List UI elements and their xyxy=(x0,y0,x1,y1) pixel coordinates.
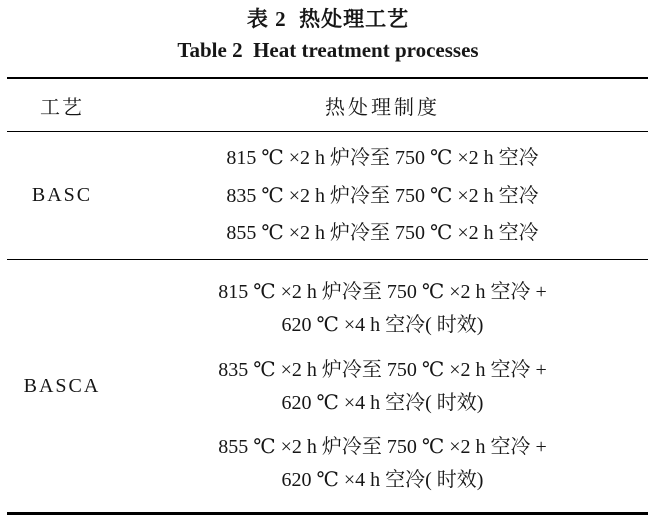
treatment-entry xyxy=(218,280,547,337)
treatment-line: 855 ℃ ×2 h 炉冷至 750 ℃ ×2 h 空冷 xyxy=(226,222,539,245)
paper-page xyxy=(0,6,656,515)
header-schedule: 热处理制度 xyxy=(325,96,440,119)
table-section-basc xyxy=(7,132,648,260)
treatment-line: 620 ℃ ×4 h 空冷( 时效) xyxy=(281,314,484,337)
treatment-line: 620 ℃ ×4 h 空冷( 时效) xyxy=(281,391,484,414)
treatment-list-basca xyxy=(117,260,648,512)
treatment-line: 835 ℃ ×2 h 炉冷至 750 ℃ ×2 h 空冷 xyxy=(226,184,539,207)
treatment-line: 815 ℃ ×2 h 炉冷至 750 ℃ ×2 h 空冷 + xyxy=(218,281,547,304)
table-caption-zh: 表 2 热处理工艺 xyxy=(246,7,410,31)
heat-treatment-table xyxy=(7,77,648,515)
treatment-list-basc xyxy=(117,132,648,259)
treatment-entry xyxy=(218,435,547,492)
table-caption-en: Table 2 Heat treatment processes xyxy=(177,38,479,62)
table-section-basca xyxy=(7,260,648,512)
treatment-line: 620 ℃ ×4 h 空冷( 时效) xyxy=(281,468,484,491)
treatment-line: 835 ℃ ×2 h 炉冷至 750 ℃ ×2 h 空冷 + xyxy=(218,358,547,381)
treatment-line: 815 ℃ ×2 h 炉冷至 750 ℃ ×2 h 空冷 xyxy=(226,146,539,169)
treatment-entry xyxy=(218,358,547,415)
table-header-row xyxy=(7,79,648,132)
header-process: 工艺 xyxy=(40,96,84,119)
treatment-line: 855 ℃ ×2 h 炉冷至 750 ℃ ×2 h 空冷 + xyxy=(218,435,547,458)
process-label-basc: BASC xyxy=(31,184,93,206)
process-label-basca: BASCA xyxy=(23,374,101,397)
